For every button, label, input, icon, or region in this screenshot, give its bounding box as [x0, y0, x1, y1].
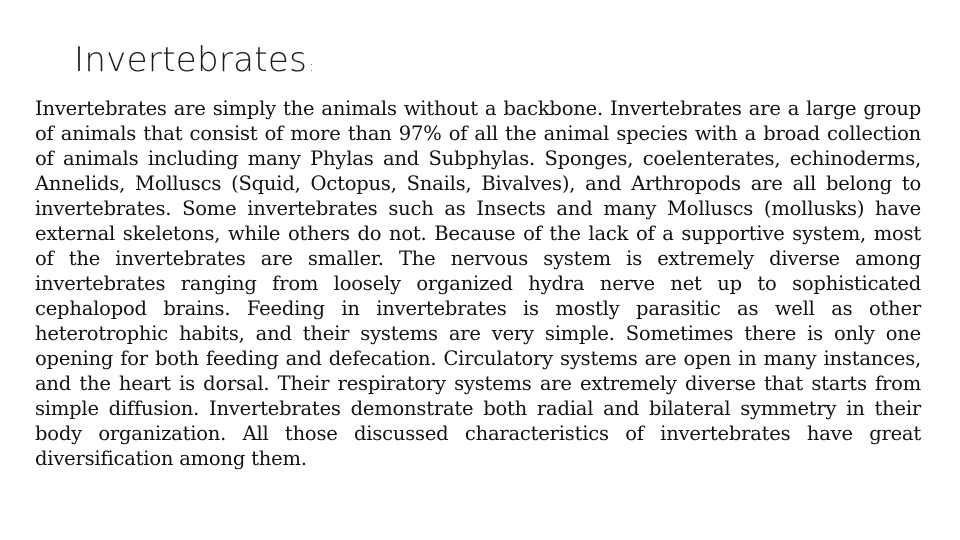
slide-title	[74, 40, 314, 80]
slide-title-text: Invertebrates	[74, 40, 308, 80]
slide-title-colon: :	[309, 59, 315, 75]
slide-body-paragraph: Invertebrates are simply the animals without a backbone. Invertebrates are a large group of animals that consist of more than 97% of all the animal species with a broad collection of animals including many Phylas and Subphylas. Sponges, coelenterates, echinoderms, Annelids, Molluscs (Squid, Octopus, Snails, Bivalves), and Arthropods are all belong to invertebrates. Some invertebrates such as Insects and many Molluscs (mollusks) have external skeletons, while others do not. Because of the lack of a supportive system, most of the invertebrates are smaller. The nervous system is extremely diverse among invertebrates ranging from loosely organized hydra nerve net up to sophisticated cephalopod brains. Feeding in invertebrates is mostly parasitic as well as other heterotrophic habits, and their systems are very simple. Sometimes there is only one opening for both feeding and defecation. Circulatory systems are open in many instances, and the heart is dorsal. Their respiratory systems are extremely diverse that starts from simple diffusion. Invertebrates demonstrate both radial and bilateral symmetry in their body organization. All those discussed characteristics of invertebrates have great diversification among them.	[35, 97, 921, 470]
